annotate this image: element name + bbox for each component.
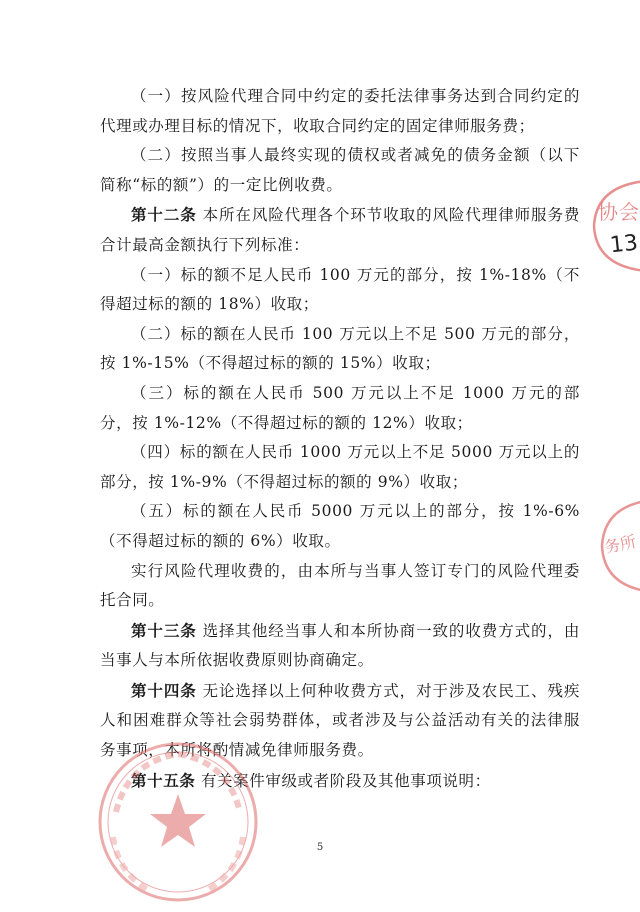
paragraph-text: （一）按风险代理合同中约定的委托法律事务达到合同约定的代理或办理目标的情况下，收取合同约定的固定律师服务费； <box>100 87 580 135</box>
star-icon <box>150 794 206 847</box>
paragraph <box>100 82 580 141</box>
article-heading: 第十五条 <box>131 770 196 790</box>
handwritten-number: 13 <box>608 230 640 259</box>
paragraph-text: （二）按照当事人最终实现的债权或者减免的债务金额（以下简称“标的额”）的一定比例收费。 <box>100 146 580 194</box>
article-paragraph <box>100 676 580 766</box>
seal-fragment-right-top <box>586 176 640 276</box>
paragraph-text: （五）标的额在人民币 5000 万元以上的部分，按 1%-6%（不得超过标的额的 6%）收取。 <box>100 502 580 550</box>
paragraph-text: 选择其他经当事人和本所协商一致的收费方式的，由当事人与本所依据收费原则协商确定。 <box>100 621 580 670</box>
article-paragraph <box>100 616 580 676</box>
paragraph <box>100 141 580 200</box>
seal-text-right-mid: 务所 <box>602 531 638 558</box>
article-heading: 第十二条 <box>131 205 197 225</box>
article-heading: 第十三条 <box>131 620 197 640</box>
body-text <box>100 82 580 796</box>
paragraph-text: （一）标的额不足人民币 100 万元的部分，按 1%-18%（不得超过标的额的 18%）收取； <box>100 265 580 314</box>
article-paragraph <box>100 200 580 260</box>
paragraph-text: （二）标的额在人民币 100 万元以上不足 500 万元的部分，按 1%-15%（不得超过标的额的 15%）收取； <box>100 324 580 373</box>
article-paragraph <box>100 766 580 797</box>
seal-fragment-right-mid <box>596 496 640 596</box>
seal-text-right-top: 协会 <box>598 200 640 224</box>
paragraph-text: 本所在风险代理各个环节收取的风险代理律师服务费合计最高金额执行下列标准： <box>100 206 580 254</box>
article-heading: 第十四条 <box>131 680 197 700</box>
paragraph-text: 无论选择以上何种收费方式，对于涉及农民工、残疾人和困难群众等社会弱势群体，或者涉及与公益活动有关的法律服务事项，本所将酌情减免律师服务费。 <box>100 681 580 760</box>
paragraph <box>100 261 580 320</box>
paragraph-text: （三）标的额在人民币 500 万元以上不足 1000 万元的部分，按 1%-12%（不得超过标的额的 12%）收取； <box>100 383 580 432</box>
paragraph <box>100 497 580 556</box>
paragraph-text: 实行风险代理收费的，由本所与当事人签订专门的风险代理委托合同。 <box>100 561 580 610</box>
paragraph-text: 有关案件审级或者阶段及其他事项说明： <box>200 771 491 790</box>
page-number: 5 <box>316 842 324 853</box>
paragraph <box>100 379 580 438</box>
paragraph <box>100 557 580 616</box>
paragraph <box>100 438 580 497</box>
paragraph-text: （四）标的额在人民币 1000 万元以上不足 5000 万元以上的部分，按 1%-9%（不得超过标的额的 9%）收取； <box>100 443 580 491</box>
paragraph <box>100 320 580 379</box>
